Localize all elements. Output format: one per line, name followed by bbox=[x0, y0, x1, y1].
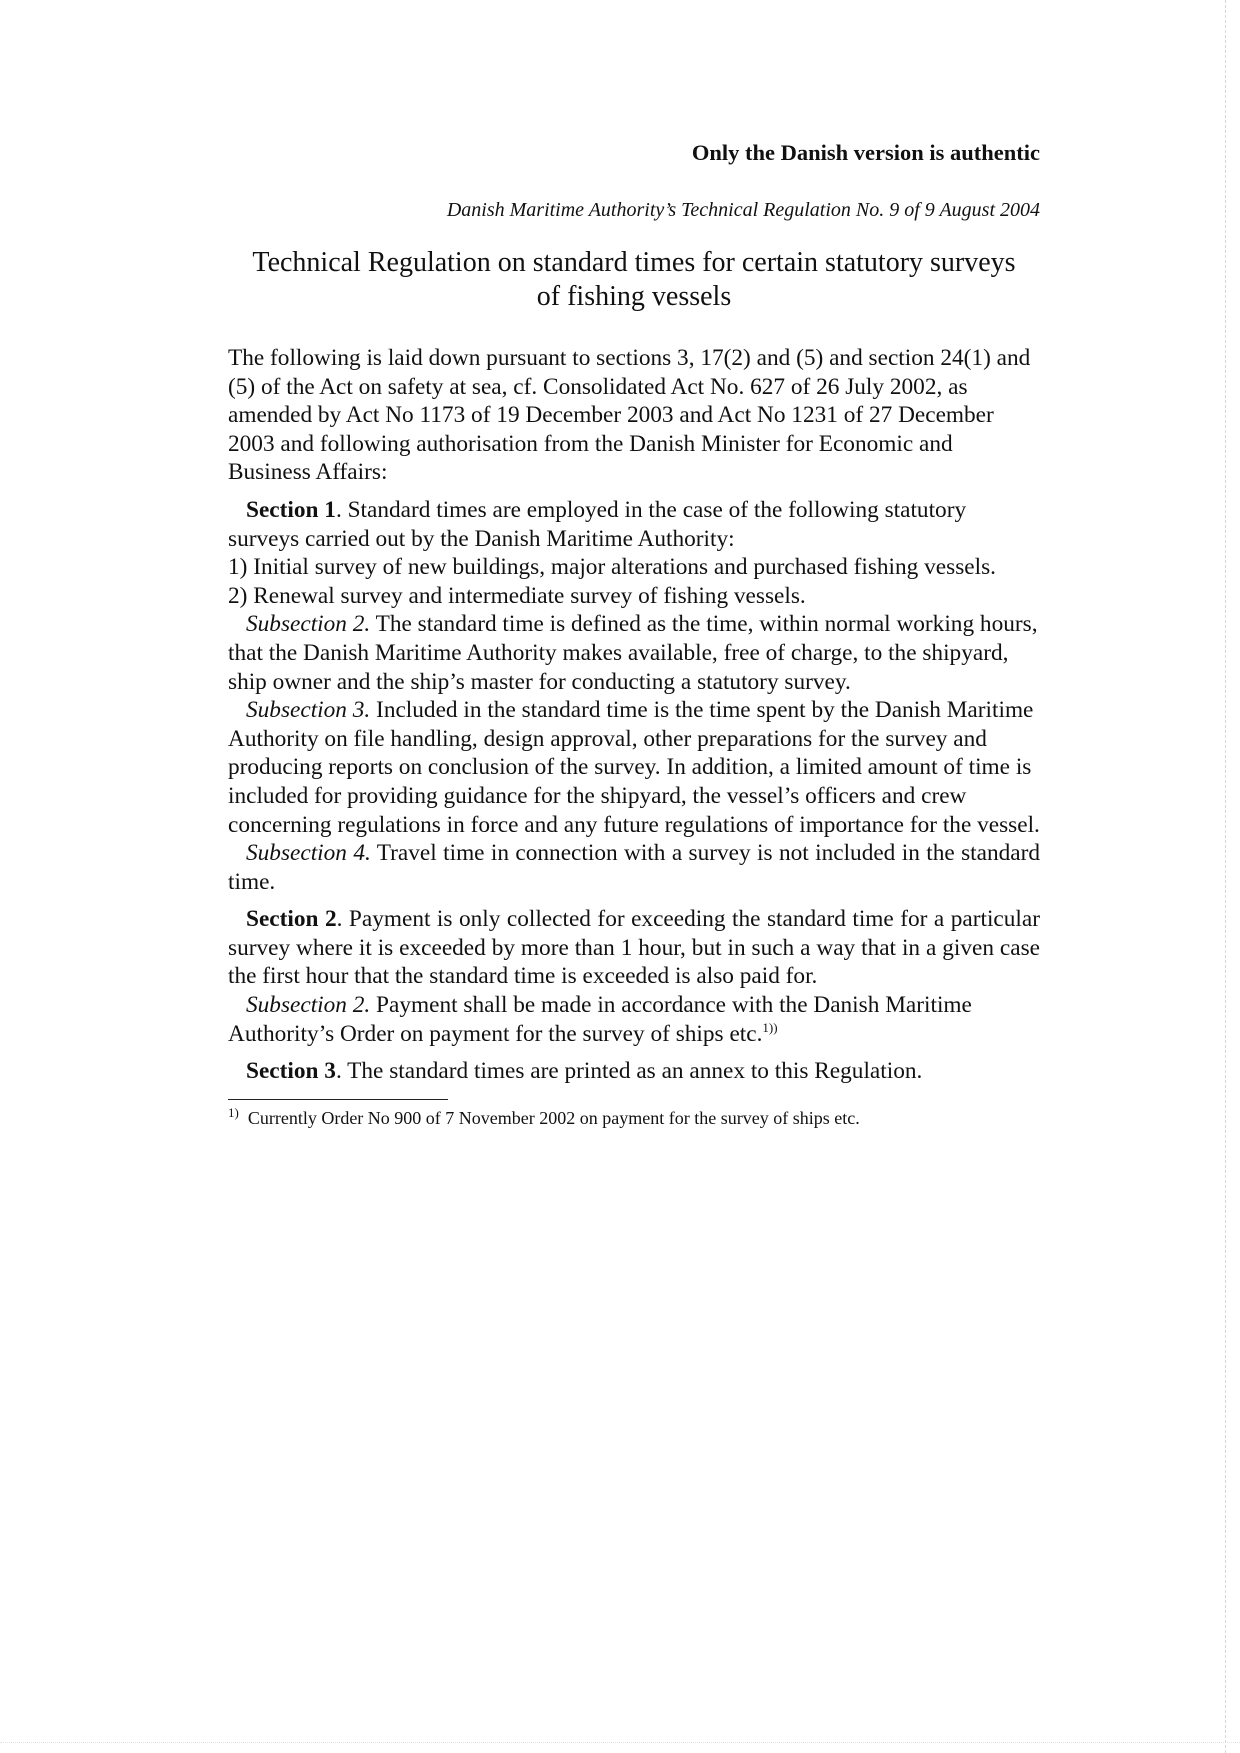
section-3-text: . The standard times are printed as an annex to this Regulation. bbox=[335, 1058, 923, 1085]
section-2 bbox=[228, 905, 1040, 991]
authentic-notice: Only the Danish version is authentic bbox=[691, 140, 1040, 165]
document-title bbox=[228, 246, 1040, 314]
section-1-subsection-4 bbox=[228, 839, 1040, 896]
footnote-text: Currently Order No 900 of 7 November 2002 on payment for the survey of ships etc. bbox=[247, 1107, 860, 1128]
intro-paragraph: The following is laid down pursuant to sections 3, 17(2) and (5) and section 24(1) and (5) of the Act on safety at sea, cf. Consolidated Act No. 627 of 26 July 2002, as amended by Act No 1173 of 19 December 2003 and Act No 1231 of 27 December 2003 and following authorisation from the Danish Minister for Economic and Business Affairs: bbox=[228, 345, 1031, 486]
footnote-divider bbox=[228, 1099, 448, 1100]
subsection-text: Included in the standard time is the time spent by the Danish Maritime Authority on file handling, design approval, other preparations for the survey and producing reports on conclusion of the survey. In addition, a limited amount of time is included for providing guidance for the shipyard, the vessel’s officers and crew concerning regulations in force and any future regulations of importance for the vessel. bbox=[228, 697, 1040, 838]
list-item: 2) Renewal survey and intermediate survey of fishing vessels. bbox=[228, 582, 806, 609]
list-item: 1) Initial survey of new buildings, major alterations and purchased fishing vessels. bbox=[228, 554, 996, 581]
subsection-text: Payment shall be made in accordance with the Danish Maritime Authority’s Order on payment for the survey of ships etc. bbox=[228, 992, 972, 1047]
document-page bbox=[228, 138, 1040, 1130]
section-2-heading: Section 2 bbox=[246, 906, 337, 933]
document-body bbox=[228, 344, 1040, 1086]
section-3-heading: Section 3 bbox=[246, 1058, 336, 1085]
scan-bottom-edge bbox=[0, 1742, 1240, 1743]
footnote-marker: 1) bbox=[228, 1104, 239, 1120]
section-3 bbox=[228, 1057, 1040, 1086]
title-line-2: of fishing vessels bbox=[536, 281, 732, 312]
section-1-subsection-2 bbox=[228, 610, 1040, 696]
section-1-text: . Standard times are employed in the case of the following statutory surveys carried out by the Danish Maritime Authority: bbox=[228, 496, 967, 552]
section-1-heading: Section 1 bbox=[246, 496, 336, 523]
subsection-label: Subsection 4. bbox=[246, 840, 371, 867]
subsection-label: Subsection 2. bbox=[246, 992, 371, 1019]
scan-edge bbox=[1225, 0, 1240, 1753]
section-1-subsection-3 bbox=[228, 696, 1040, 839]
subsection-text: The standard time is defined as the time, within normal working hours, that the Danish Maritime Authority makes available, free of charge, to the shipyard, ship owner and the ship’s master for conducting a statutory survey. bbox=[228, 611, 1038, 695]
footnote bbox=[228, 1106, 1040, 1130]
section-1 bbox=[228, 496, 1040, 553]
footnote-reference[interactable]: 1)) bbox=[762, 1019, 778, 1035]
subsection-label: Subsection 2. bbox=[246, 611, 371, 638]
title-line-1: Technical Regulation on standard times for certain statutory surveys bbox=[252, 247, 1016, 278]
section-2-subsection-2 bbox=[228, 991, 1040, 1048]
section-2-text: . Payment is only collected for exceeding the standard time for a particular survey where it is exceeded by more than 1 hour, but in such a way that in a given case the first hour that the standard time is exceeded is also paid for. bbox=[228, 906, 1040, 990]
subsection-text: Travel time in connection with a survey is not included in the standard time. bbox=[228, 840, 1040, 895]
subsection-label: Subsection 3. bbox=[246, 697, 371, 724]
regulation-reference: Danish Maritime Authority’s Technical Regulation No. 9 of 9 August 2004 bbox=[446, 199, 1040, 221]
